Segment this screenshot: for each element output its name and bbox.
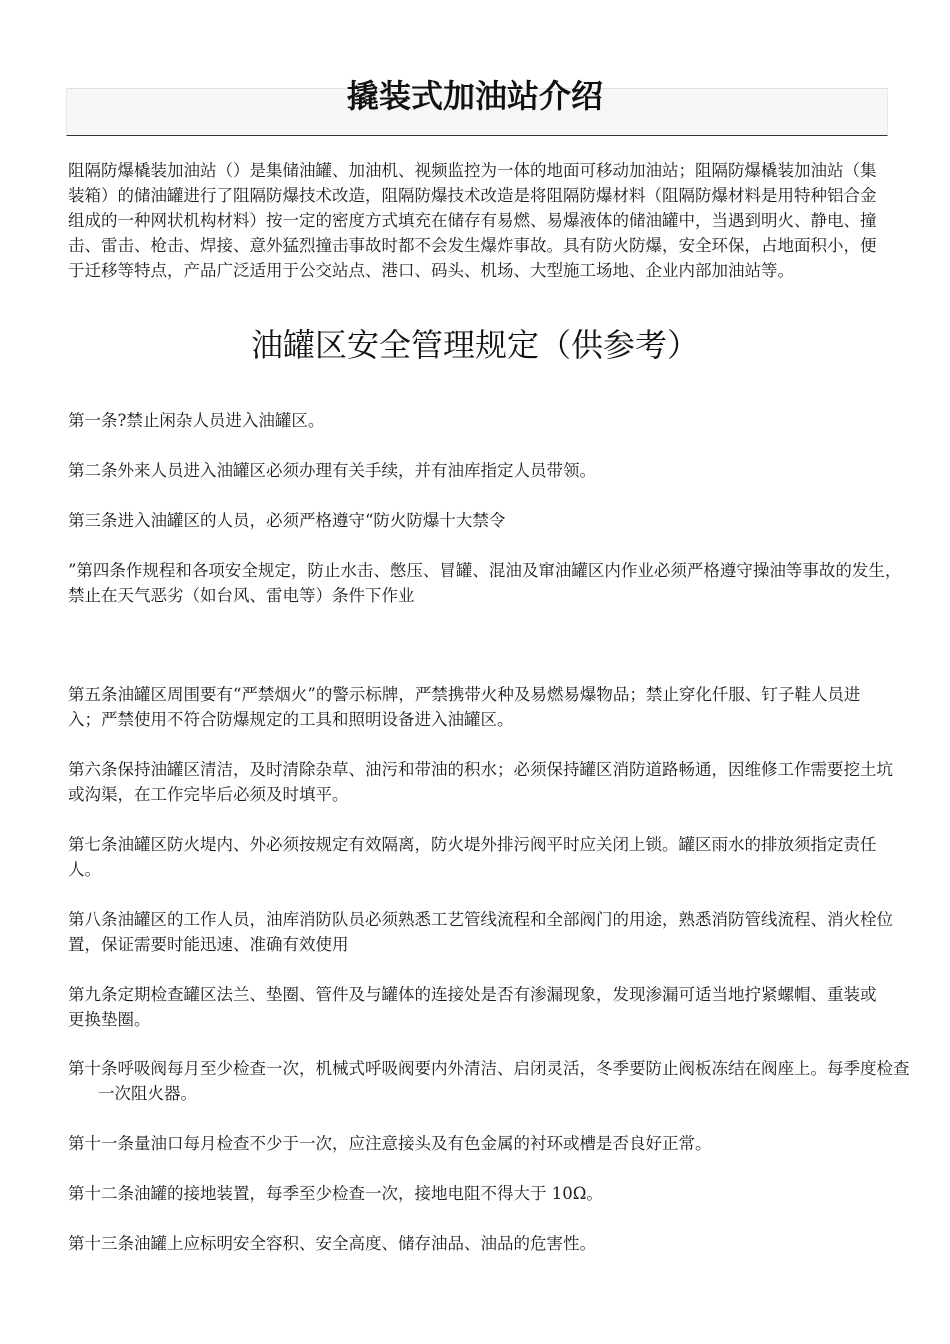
article-5: 第五条油罐区周围要有“严禁烟火”的警示标牌，严禁携带火种及易燃易爆物品；禁止穿化仟服、钉子鞋人员进入；严禁使用不符合防爆规定的工具和照明设备进入油罐区。: [68, 685, 861, 729]
article-3: 第三条进入油罐区的人员，必须严格遵守“防火防爆十大禁令: [68, 511, 506, 530]
article-10: 第十条呼吸阀每月至少检查一次，机械式呼吸阀要内外清洁、启闭灵活，冬季要防止阀板冻结在阀座上。每季度检查一次阻火器。: [68, 1059, 910, 1103]
article-8: 第八条油罐区的工作人员，油库消防队员必须熟悉工艺管线流程和全部阀门的用途，熟悉消防管线流程、消火栓位置，保证需要时能迅速、准确有效使用: [68, 910, 893, 954]
article-1: 第一条?禁止闲杂人员进入油罐区。: [68, 411, 325, 430]
article-7: 第七条油罐区防火堤内、外必须按规定有效隔离，防火堤外排污阀平时应关闭上锁。罐区雨水的排放须指定责任人。: [68, 835, 877, 879]
article-11: 第十一条量油口每月检查不少于一次，应注意接头及有色金属的衬环或槽是否良好正常。: [68, 1134, 712, 1153]
article-9: 第九条定期检查罐区法兰、垫圈、管件及与罐体的连接处是否有渗漏现象，发现渗漏可适当地拧紧螺帽、重装或更换垫圈。: [68, 985, 877, 1029]
article-12: 第十二条油罐的接地装置，每季至少检查一次，接地电阻不得大于 10Ω。: [68, 1184, 603, 1203]
intro-paragraph: 阻隔防爆橇装加油站（）是集储油罐、加油机、视频监控为一体的地面可移动加油站；阻隔防爆橇装加油站（集装箱）的储油罐进行了阻隔防爆技术改造，阻隔防爆技术改造是将阻隔防爆材料（阻隔防爆材料是用特种铝合金组成的一种网状机构材料）按一定的密度方式填充在储存有易燃、易爆液体的储油罐中，当遇到明火、静电、撞击、雷击、枪击、焊接、意外猛烈撞击事故时都不会发生爆炸事故。具有防火防爆，安全环保，占地面积小，便于迁移等特点，产品广泛适用于公交站点、港口、码头、机场、大型施工场地、企业内部加油站等。: [68, 161, 877, 280]
article-4: ”第四条作规程和各项安全规定，防止水击、憋压、冒罐、混油及窜油罐区内作业必须严格遵守操油等事故的发生，禁止在天气恶劣（如台风、雷电等）条件下作业: [68, 561, 902, 605]
article-13: 第十三条油罐上应标明安全容积、安全高度、储存油品、油品的危害性。: [68, 1234, 596, 1253]
document-title: 撬装式加油站介绍: [346, 77, 603, 115]
section-title: 油罐区安全管理规定（供参考）: [250, 326, 699, 364]
article-6: 第六条保持油罐区清洁，及时清除杂草、油污和带油的积水；必须保持罐区消防道路畅通，因维修工作需要挖土坑或沟渠，在工作完毕后必须及时填平。: [68, 760, 893, 804]
article-2: 第二条外来人员进入油罐区必须办理有关手续，并有油库指定人员带领。: [68, 461, 596, 480]
